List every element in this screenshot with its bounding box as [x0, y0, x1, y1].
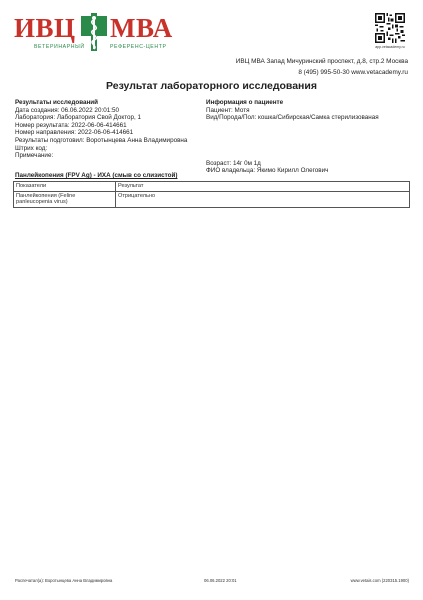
clinic-address: ИВЦ МВА Запад Мичуринский проспект, д.8, стр.2 Москва: [235, 58, 408, 65]
table-cell-result: Отрицательно: [116, 191, 410, 207]
prepared-by: Результаты подготовил: Воротынцева Анна Владимировна: [15, 136, 188, 144]
clinic-logo: [14, 13, 184, 55]
barcode: Штрих код:: [15, 144, 48, 152]
section-title: Панлейкопения (FPV Ag) - ИХА (смыв со слизистой): [15, 172, 178, 179]
results-info-heading: Результаты исследований: [15, 99, 99, 106]
patient-info-block: [206, 99, 411, 175]
clinic-contacts: 8 (495) 995-50-30 www.vetacademy.ru: [298, 69, 408, 76]
note: Примечание:: [15, 152, 54, 160]
spacer: [206, 122, 411, 160]
patient-name: Пациент: Мотя: [206, 106, 250, 114]
footer-printed-by: Распечатал(а): Воротынцева Анна Владимировна: [15, 578, 113, 583]
logo-word-right: МВА: [110, 13, 173, 43]
table-header-row: [14, 182, 410, 192]
species-breed-sex: Вид/Порода/Пол: кошка/Сибирская/Самка стерилизованая: [206, 114, 379, 122]
owner-name: ФИО владельца: Якимо Кирилл Олегович: [206, 167, 329, 175]
result-number: Номер результата: 2022-06-06-414661: [15, 121, 127, 129]
footer-software: www.vetais.com (220315.1900): [350, 578, 409, 583]
qr-code-icon: [375, 13, 405, 43]
patient-info-heading: Информация о пациенте: [206, 99, 284, 106]
logo-word-left: ИВЦ: [14, 13, 76, 43]
table-row: [14, 191, 410, 207]
laboratory: Лаборатория: Лаборатория Свой Доктор, 1: [15, 114, 142, 122]
referral-number: Номер направления: 2022-06-06-414661: [15, 129, 134, 137]
results-table: [13, 181, 410, 208]
logo-tagline-left: ВЕТЕРИНАРНЫЙ: [34, 44, 85, 50]
table-header-cell: Показатели: [14, 182, 116, 192]
logo-tagline-right: РЕФЕРЕНС-ЦЕНТР: [110, 44, 167, 50]
results-info-block: [15, 99, 200, 160]
page-title: Результат лабораторного исследования: [106, 80, 317, 92]
table-cell-indicator: Панлейкопения (Feline panleucopenia virus): [14, 191, 116, 207]
qr-caption: app.vetacademy.ru: [375, 45, 405, 49]
creation-date: Дата создания: 06.06.2022 20:01:50: [15, 106, 119, 114]
table-header-cell: Результат: [116, 182, 410, 192]
footer-date: 06.06.2022 20:01: [204, 578, 237, 583]
patient-age: Возраст: 14г 0м 1д: [206, 159, 261, 167]
